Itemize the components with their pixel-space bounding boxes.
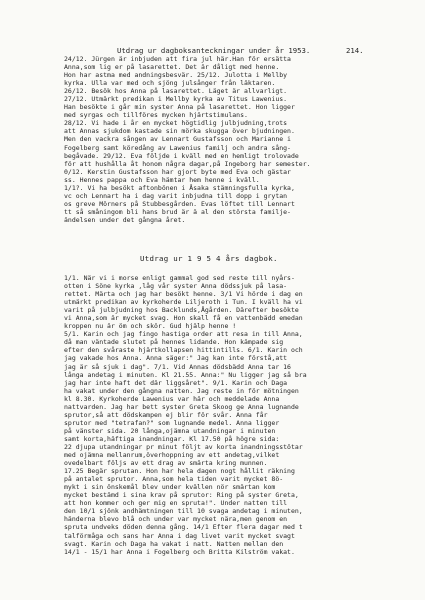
- text-line: mycket bestämd i sina krav på sprutor: Ring på syster Greta,: [64, 491, 299, 500]
- text-line: ändelsen under det gångna året.: [64, 215, 186, 224]
- diary-1954-text: [64, 274, 364, 556]
- text-line: 26/12. Besök hos Anna på lasarettet. Läget är allvarligt.: [64, 87, 288, 96]
- text-line: kroppen nu är öm och skör. Gud hjälp henne !: [64, 322, 237, 331]
- text-line: nattvarden. Jag har bett syster Greta Skoog ge Anna lugnande: [64, 402, 299, 411]
- text-line: 24/12. Jürgen är inbjuden att fira jul här.Han för ersätta: [64, 55, 291, 63]
- text-line: 14/1 - 15/1 har Anna i Fogelberg och Britta Kilström vakat.: [64, 547, 295, 556]
- text-line: 1/1?. Vi ha besökt aftonbönen i Åsaka stämningsfulla kyrka,: [64, 183, 295, 192]
- text-line: på antalet sprutor. Anna,som hela tiden varit mycket 8ö-: [64, 475, 284, 484]
- text-line: 27/12. Utmärkt predikan i Mellby kyrka av Titus Lawenius.: [64, 95, 288, 104]
- text-line: att Annas sjukdom kastade sin mörka skugga över bjudningen.: [64, 127, 295, 136]
- text-line: Anna,som lig er på lasarettet. Det är dåligt med henne.: [64, 63, 280, 72]
- text-line: med syrgas och tillföres mycken hjärtstimulans.: [64, 111, 248, 120]
- text-line: då man väntade slutet på hennes lidande. Hon kämpade sig: [64, 338, 284, 347]
- text-line: på vänster sida. 20 långa,ojämna utandningar i minuten: [64, 426, 276, 435]
- text-line: 5/1. Karin och jag fingo hastiga order att resa in till Anna,: [64, 330, 303, 339]
- page-number: 214.: [346, 46, 364, 55]
- text-line: Hon har astma med andningsbesvär. 25/12. Julotta i Mellby: [64, 71, 288, 80]
- text-line: 17.25 Begär sprutan. Hon har hela dagen nogt hållit räkning: [64, 467, 295, 476]
- text-line: vi Anna,som är mycket svag. Hon skall få en vattenbädd emedan: [64, 314, 303, 323]
- text-line: otten i Söne kyrka ,låg vår syster Anna dödssjuk på lasa-: [64, 282, 288, 291]
- text-line: varit på julbjudning hos Backlunds,Ågården. Därefter besökte: [64, 306, 299, 315]
- text-line: vc och Lennart ha i dag varit inbjudna till dopp i grytan: [64, 191, 288, 200]
- text-line: sprutor med "tetrafan?" som lugnande medel. Anna ligger: [64, 418, 280, 427]
- text-line: ovedelbart följs av ett drag av smärta kring munnen.: [64, 459, 268, 468]
- text-line: samt korta,häftiga inandningar. Kl 17.50 på högre sida:: [64, 434, 280, 443]
- text-line: att hon kommer och ger mig en spruta!". Under natten till: [64, 499, 288, 508]
- text-line: 1/1. När vi i morse enligt gammal god sed reste till nyårs-: [64, 274, 295, 282]
- text-line: 22 djupa utandningar pr minut följt av korta inandningsstötar: [64, 442, 303, 451]
- text-line: kl 8.30. Kyrkoherde Lawenius var här och meddelade Anna: [64, 394, 280, 403]
- text-line: mykt i sin önskemål blev under kvällen nör smärtan kom: [64, 483, 276, 492]
- text-line: för att hushålla åt honom några dagar,på Ingeborg har semester.: [64, 159, 311, 168]
- text-line: kyrka. Ulla var med och sjöng julsånger från läktaren.: [64, 79, 276, 88]
- text-line: spruta undveks döden denna gång. 14/1 Efter flera dagar med t: [64, 523, 303, 532]
- text-line: händerna blevo blå och under var mycket nära,men genom en: [64, 515, 288, 524]
- text-line: jag är så sjuk i dag". 7/1. Vid Annas dödsbädd Anna tar 16: [64, 362, 291, 371]
- section-title-1954: Utdrag ur 1 9 5 4 års dagbok.: [140, 254, 278, 263]
- text-line: os greve Mörners på Stubbesgården. Evas löftet till Lennart: [64, 199, 295, 208]
- text-line: jag vakade hos Anna. Anna säger:" Jag kan inte förstå,att: [64, 354, 288, 363]
- text-line: utmärkt predikan av kyrkoherde Liljeroth i Tun. I kväll ha vi: [64, 298, 303, 307]
- text-line: ss. Hennes pappa och Eva hämtar hem henne i kväll.: [64, 175, 260, 184]
- text-line: efter den svåraste hjärtkollapsen hittintills. 6/1. Karin och: [64, 346, 303, 355]
- text-line: svagt. Karin och Daga ha vakat i natt. Natten mellan den: [64, 539, 284, 548]
- text-line: 0/12. Kerstin Gustafsson har gjort byte med Eva och gästar: [64, 167, 291, 176]
- text-line: Fogelberg samt köredång av Lawenius familj och andra sång-: [64, 143, 291, 152]
- document-title: Utdrag ur dagboksanteckningar under år 1953.: [117, 46, 311, 55]
- text-line: långa andetag i minuten. Kl 21.55. Anna:" Nu ligger jag så bra: [64, 370, 307, 379]
- text-line: med ojämna mellanrum,överhoppning av ett andetag,vilket: [64, 451, 280, 460]
- text-line: talförmåga och sans har Anna i dag livet varit mycket svagt: [64, 531, 295, 540]
- text-line: rettet. Märta och jag har besökt henne. 3/1 Vi hörde i dag en: [64, 290, 303, 299]
- diary-1953-text: [64, 55, 364, 224]
- text-line: 28/12. Vi hade i år en mycket högtidlig julbjudning,trots: [64, 119, 288, 128]
- text-line: ha vakat under den gångna natten. Jag reste in för mötningen: [64, 386, 299, 395]
- text-line: den 10/1 sjönk andhämtningen till 10 svaga andetag i minuten,: [64, 507, 303, 516]
- text-line: tt så småningom bli hans brud är ä al den största familje-: [64, 207, 291, 216]
- text-line: jag har inte haft det där liggsåret". 9/1. Karin och Daga: [64, 378, 288, 387]
- text-line: Han besökte i går min syster Anna på lasarettet. Hon ligger: [64, 103, 295, 112]
- text-line: begåvade. 29/12. Eva följde i kväll med en hemligt trolovade: [64, 151, 299, 160]
- text-line: sprutor,så att dödskampen ej blir för svår. Anna får: [64, 410, 268, 419]
- text-line: Men den vackra sången av Lennart Gustafsson och Marianne i: [64, 135, 291, 144]
